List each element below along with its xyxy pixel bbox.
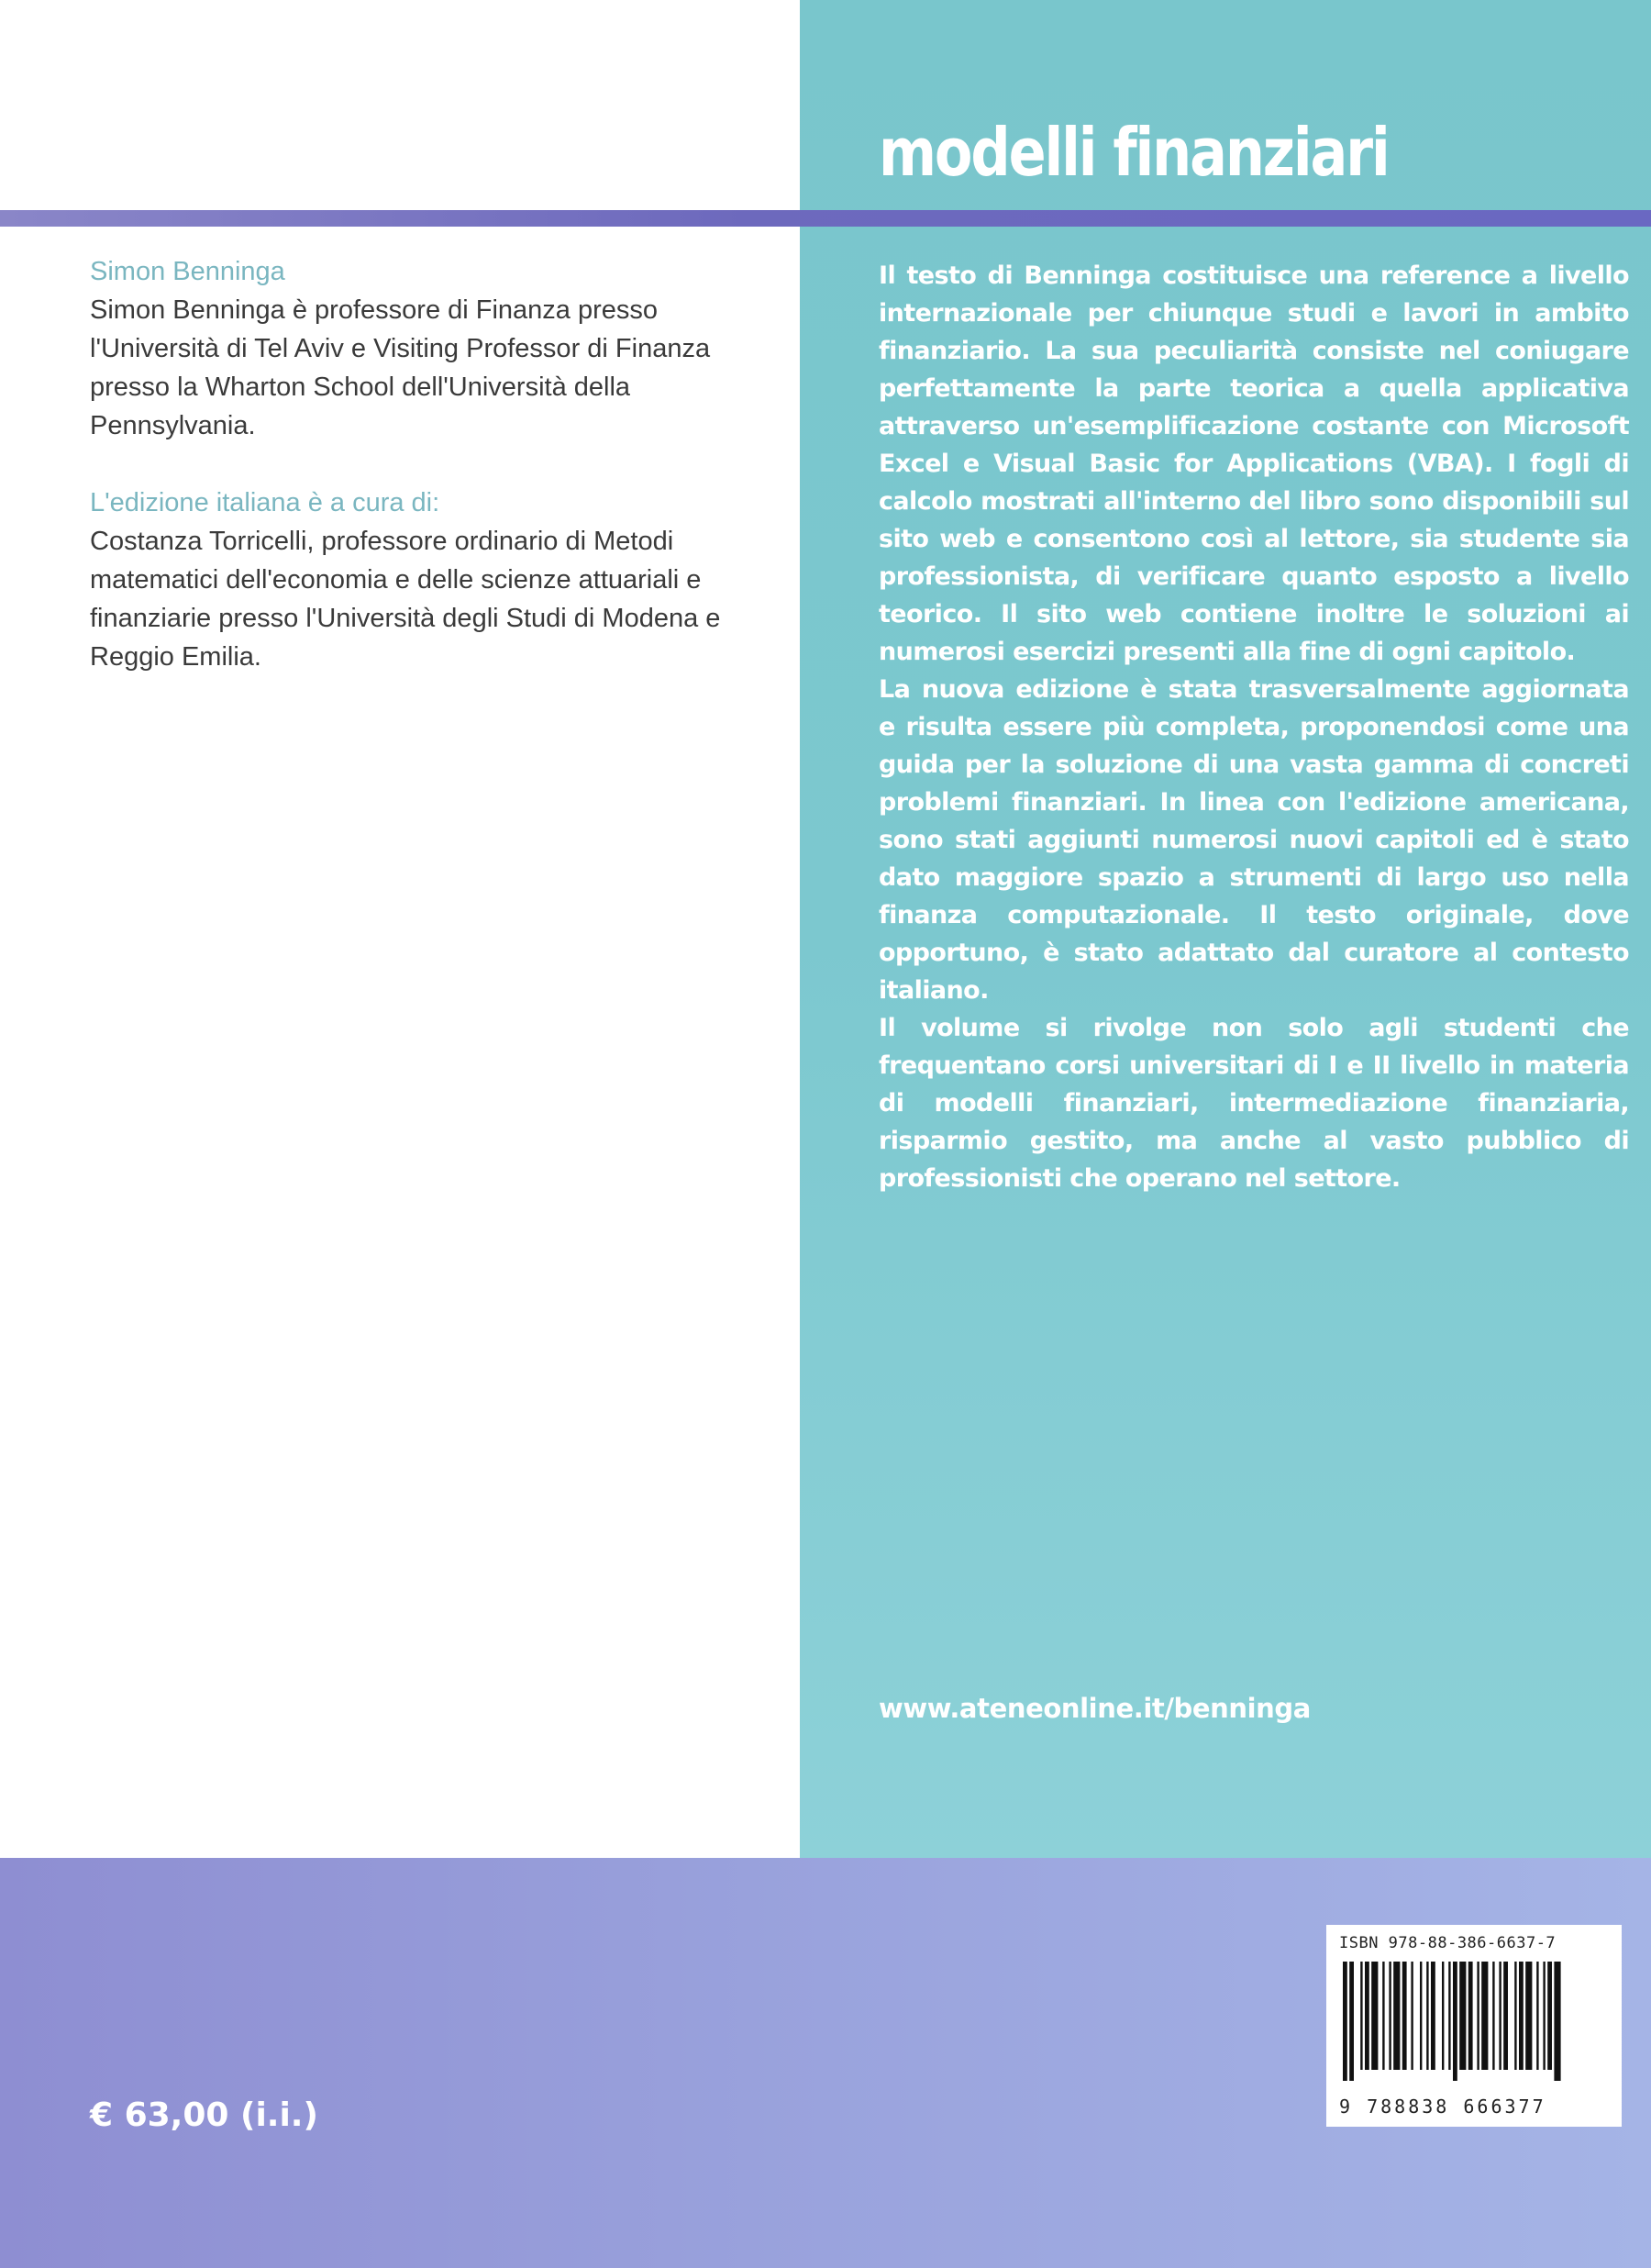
price-label: € 63,00 (i.i.) (90, 2096, 318, 2134)
barcode-bar (1519, 1962, 1524, 2070)
barcode-bar (1514, 1962, 1516, 2070)
barcode-bar (1453, 1962, 1457, 2081)
website-url: www.ateneonline.it/benninga (879, 1693, 1311, 1724)
barcode-bar (1525, 1962, 1532, 2070)
barcode-bar (1411, 1962, 1413, 2070)
description-paragraph: Il testo di Benninga costituisce una reference a livello internazionale per chiunque studi e lavori in ambito finanziario. La sua peculiarità consiste nel coniugare perfettamente la parte teorica a quella applicativa attraverso un'esemplificazione costante con Microsoft Excel e Visual Basic for Applications (VBA). I fogli di calcolo mostrati all'interno del libro sono disponibili sul sito web e consentono così al lettore, sia studente sia professionista, di verificare quanto esposto a livello teorico. Il sito web contiene inoltre le soluzioni ai numerosi esercizi presenti alla fine di ogni capitolo. (879, 261, 1629, 666)
barcode-bar (1389, 1962, 1391, 2070)
barcode-bar (1431, 1962, 1435, 2070)
book-description (879, 257, 1629, 1197)
isbn-digits: 9 788838 666377 (1339, 2096, 1546, 2118)
barcode-bar (1442, 1962, 1444, 2070)
barcode-bar (1543, 1962, 1545, 2070)
barcode-bar (1547, 1962, 1552, 2070)
barcode-bar (1477, 1962, 1479, 2070)
barcode-bar (1420, 1962, 1422, 2070)
barcode-bar (1343, 1962, 1347, 2081)
isbn-barcode (1326, 1925, 1622, 2127)
barcode-bar (1371, 1962, 1378, 2070)
description-paragraph: La nuova edizione è stata trasversalmente aggiornata e risulta essere più completa, proponendosi come una guida per la soluzione di una vasta gamma di concreti problemi finanziari. In linea con l'edizione americana, sono stati aggiunti numerosi nuovi capitoli ed è stato dato maggiore spazio a strumenti di largo uso nella finanza computazionale. Il testo originale, dove opportuno, è stato adattato dal curatore al contesto italiano. (879, 675, 1629, 1005)
barcode-bar (1426, 1962, 1428, 2070)
barcode-bar (1365, 1962, 1369, 2070)
barcode-bar (1503, 1962, 1508, 2070)
barcode-bar (1499, 1962, 1501, 2070)
barcode-bar (1468, 1962, 1473, 2070)
author-bio: Simon Benninga è professore di Finanza presso l'Università di Tel Aviv e Visiting Professor di Finanza presso la Wharton School dell'Università della Pennsylvania. (90, 295, 711, 440)
barcode-bar (1349, 1962, 1354, 2081)
barcode-bar (1481, 1962, 1488, 2070)
author-block (90, 252, 769, 676)
barcode-bar (1492, 1962, 1494, 2070)
isbn-label: ISBN 978-88-386-6637-7 (1339, 1934, 1557, 1952)
barcode-icon (1339, 1962, 1609, 2081)
barcode-bar (1459, 1962, 1466, 2070)
editor-bio: Costanza Torricelli, professore ordinario di Metodi matematici dell'economia e delle scienze attuariali e finanziarie presso l'Università degli Studi di Modena e Reggio Emilia. (90, 527, 721, 672)
barcode-bar (1382, 1962, 1384, 2070)
barcode-bar (1393, 1962, 1400, 2070)
barcode-bar (1554, 1962, 1560, 2081)
author-name: Simon Benninga (90, 257, 285, 286)
barcode-bar (1536, 1962, 1538, 2070)
barcode-bar (1360, 1962, 1362, 2070)
divider-rule (0, 210, 1651, 227)
barcode-bar (1448, 1962, 1450, 2070)
description-paragraph: Il volume si rivolge non solo agli studenti che frequentano corsi universitari di I e II livello in materia di modelli finanziari, intermediazione finanziaria, risparmio gestito, ma anche al vasto pubblico di professionisti che operano nel settore. (879, 1014, 1629, 1193)
book-title: modelli finanziari (879, 114, 1389, 191)
editor-heading: L'edizione italiana è a cura di: (90, 488, 440, 517)
barcode-bar (1402, 1962, 1407, 2070)
